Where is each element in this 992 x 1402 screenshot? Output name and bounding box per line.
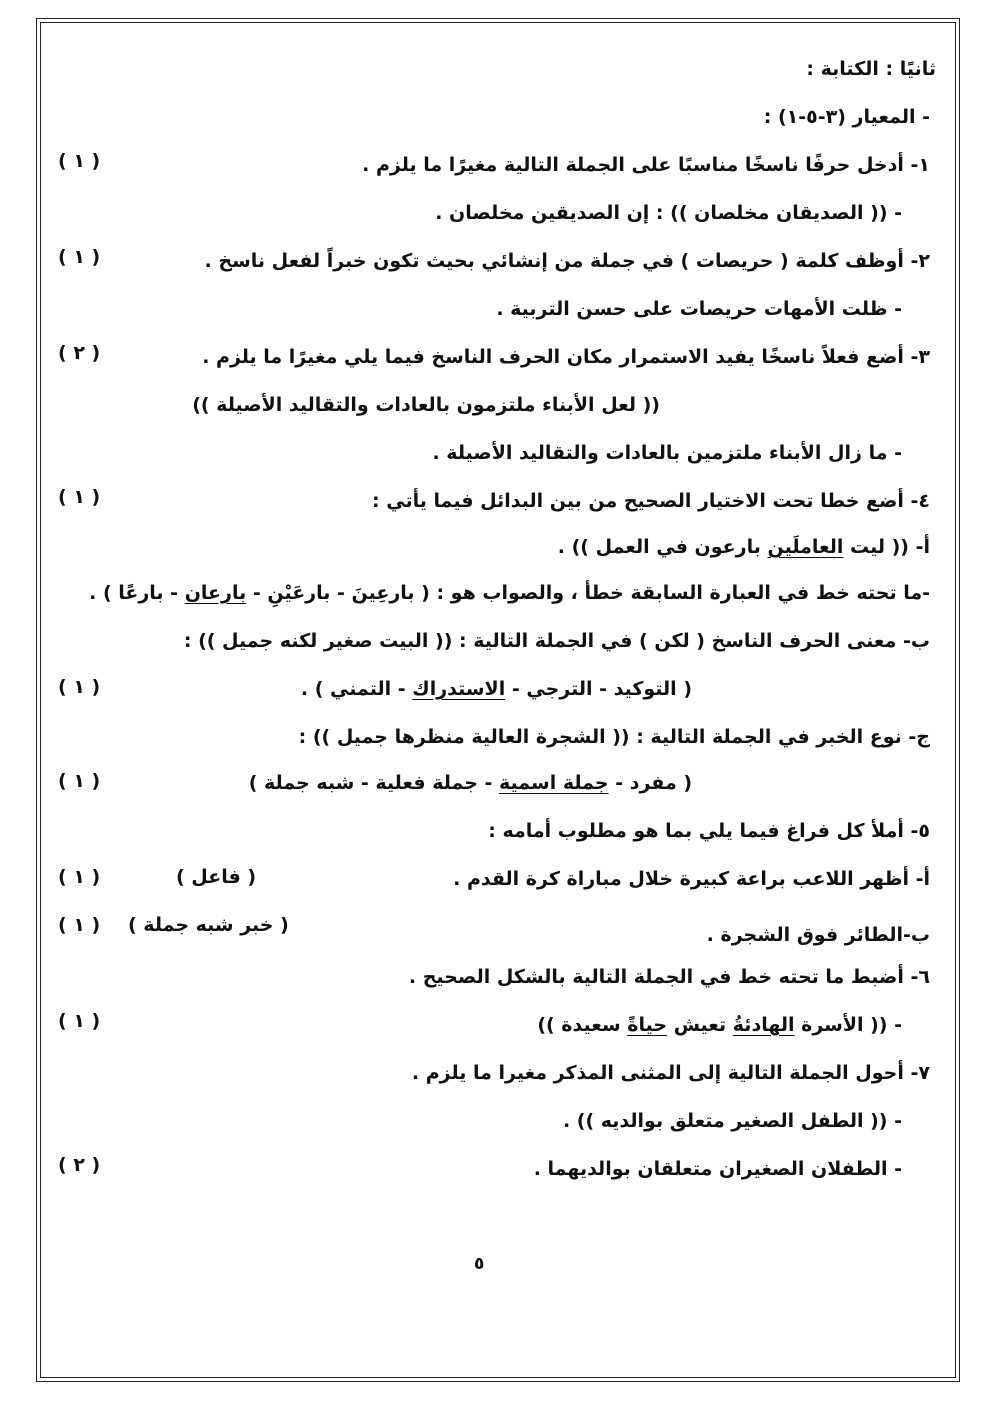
- question-4: ٤- أضع خطا تحت الاختيار الصحيح من بين البدائل فيما يأتي :: [372, 490, 930, 512]
- question-3: ٣- أضع فعلاً ناسخًا يفيد الاستمرار مكان الحرف الناسخ فيما يلي مغيرًا ما يلزم .: [202, 346, 930, 368]
- question-7-answer: - الطفلان الصغيران متعلقان بوالديهما .: [533, 1158, 902, 1180]
- question-5b: ب-الطائر فوق الشجرة .: [706, 924, 930, 946]
- question-4a-correct-choice: بارعان: [184, 582, 247, 604]
- question-4c: ج- نوع الخبر في الجملة التالية : (( الشجرة العالية منظرها جميل )) :: [298, 726, 930, 748]
- question-4c-choices: ( مفرد - جملة اسمية - جملة فعلية - شبه جملة ): [248, 772, 692, 794]
- question-6-mark: ( ١ ): [58, 1010, 101, 1032]
- question-4a-underlined-word: العاملَين: [767, 536, 844, 558]
- question-5b-mark: ( ١ ): [58, 914, 101, 936]
- question-4c-correct-choice: جملة اسمية: [499, 772, 609, 794]
- question-3-mark: ( ٢ ): [58, 342, 101, 364]
- question-4a-choices: -ما تحته خط في العبارة السابقة خطأ ، والصواب هو : ( بارعِينَ - بارعَيْنِ - بارعان - بارعًا ) .: [89, 582, 930, 604]
- page-number: ٥: [474, 1254, 485, 1274]
- question-1-mark: ( ١ ): [58, 150, 101, 172]
- question-4a: أ- (( ليت العاملَين بارعون في العمل )) .: [557, 536, 930, 558]
- question-5b-note: ( خبر شبه جملة ): [128, 914, 289, 936]
- question-5a: أ- أظهر اللاعب براعة كبيرة خلال مباراة كرة القدم .: [453, 868, 930, 890]
- question-1: ١- أدخل حرفًا ناسخًا مناسبًا على الجملة التالية مغيرًا ما يلزم .: [362, 154, 930, 176]
- question-4b-choices: ( التوكيد - الترجي - الاستدراك - التمني ) .: [300, 678, 692, 700]
- question-7-mark: ( ٢ ): [58, 1154, 101, 1176]
- question-4b-correct-choice: الاستدراك: [412, 678, 506, 700]
- section-heading: ثانيًا : الكتابة :: [806, 58, 936, 80]
- question-2: ٢- أوظف كلمة ( حريصات ) في جملة من إنشائي بحيث تكون خبراً لفعل ناسخ .: [204, 250, 930, 272]
- question-2-answer: - ظلت الأمهات حريصات على حسن التربية .: [496, 298, 902, 320]
- question-2-mark: ( ١ ): [58, 246, 101, 268]
- question-6: ٦- أضبط ما تحته خط في الجملة التالية بالشكل الصحيح .: [408, 966, 930, 988]
- question-6-underlined-1: الهادئةُ: [732, 1014, 795, 1036]
- question-5a-mark: ( ١ ): [58, 866, 101, 888]
- question-3-answer: - ما زال الأبناء ملتزمين بالعادات والتقاليد الأصيلة .: [432, 442, 902, 464]
- question-4b: ب- معنى الحرف الناسخ ( لكن ) في الجملة التالية : (( البيت صغير لكنه جميل )) :: [183, 630, 930, 652]
- question-7-sentence: - (( الطفل الصغير متعلق بوالديه )) .: [562, 1110, 902, 1132]
- question-5a-note: ( فاعل ): [176, 866, 257, 888]
- question-4c-mark: ( ١ ): [58, 770, 101, 792]
- question-7: ٧- أحول الجملة التالية إلى المثنى المذكر مغيرا ما يلزم .: [411, 1062, 930, 1084]
- question-3-sentence: (( لعل الأبناء ملتزمون بالعادات والتقاليد الأصيلة )): [192, 394, 660, 416]
- question-5: ٥- أملأ كل فراغ فيما يلي بما هو مطلوب أمامه :: [488, 820, 930, 842]
- question-6-sentence: - (( الأسرة الهادئةُ تعيش حياةً سعيدة )): [537, 1014, 902, 1036]
- question-6-underlined-2: حياةً: [627, 1014, 668, 1036]
- question-4b-mark: ( ١ ): [58, 676, 101, 698]
- question-1-answer: - (( الصديقان مخلصان )) : إن الصديقين مخلصان .: [435, 202, 902, 224]
- question-4-mark: ( ١ ): [58, 486, 101, 508]
- criterion-line: - المعيار (٣-٥-١) :: [763, 106, 930, 128]
